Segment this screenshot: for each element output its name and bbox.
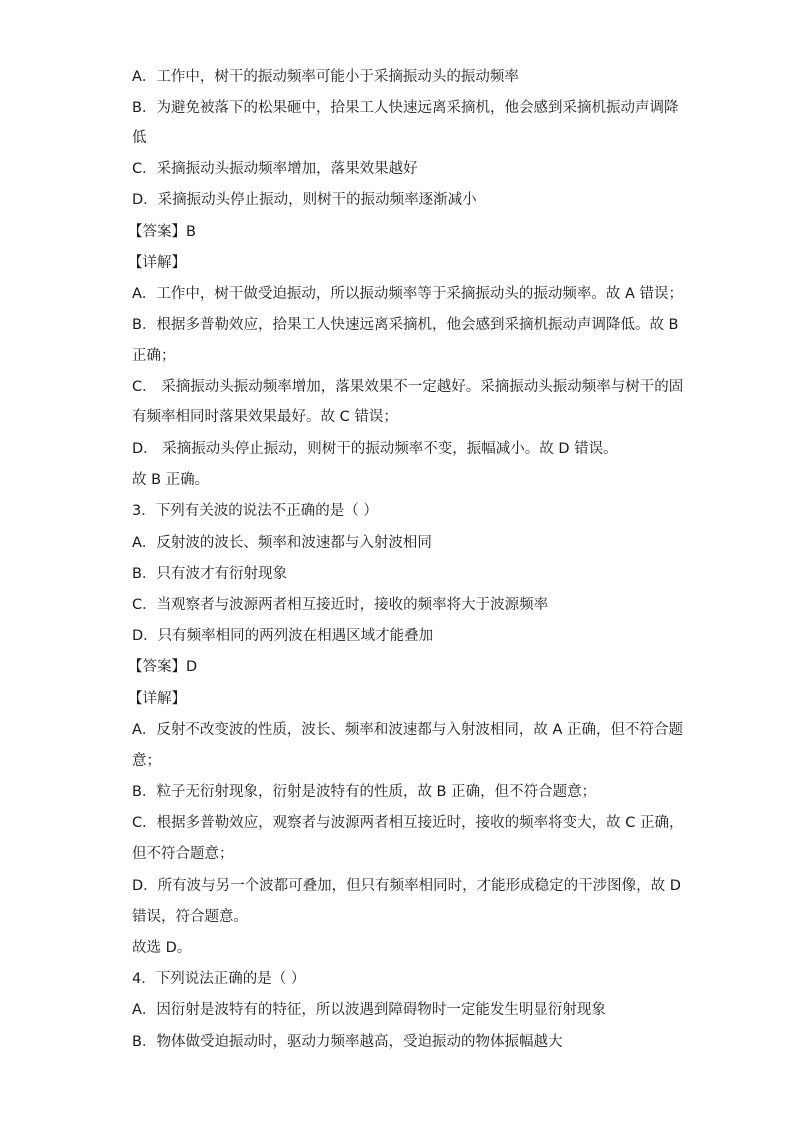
question-option-b: B．物体做受迫振动时，驱动力频率越高，受迫振动的物体振幅越大: [132, 1034, 563, 1050]
question-option-d: D．只有频率相同的两列波在相遇区域才能叠加: [132, 628, 434, 644]
explanation-line: C．根据多普勒效应，观察者与波源两者相互接近时，接收的频率将变大，故 C 正确，: [132, 815, 684, 831]
explanation-line: 意；: [132, 753, 161, 769]
explanation-conclusion: 故选 D。: [132, 940, 192, 956]
explanation-line: B．粒子无衍射现象，衍射是波特有的性质，故 B 正确，但不符合题意；: [132, 784, 597, 800]
question-option-c: C．当观察者与波源两者相互接近时，接收的频率将大于波源频率: [132, 597, 549, 613]
question-3-stem: 3．下列有关波的说法不正确的是（ ）: [132, 503, 378, 519]
question-option-b: B．只有波才有衍射现象: [132, 566, 287, 582]
explanation-line: 错误，符合题意。: [132, 909, 248, 925]
question-option-b: B．为避免被落下的松果砸中，拾果工人快速远离采摘机，他会感到采摘机振动声调降: [132, 100, 679, 116]
explanation-conclusion: 故 B 正确。: [132, 472, 210, 488]
question-option-c: C．采摘振动头振动频率增加，落果效果越好: [132, 161, 418, 177]
explanation-line: B．根据多普勒效应，拾果工人快速远离采摘机，他会感到采摘机振动声调降低。故 B: [132, 317, 679, 333]
explanation-line: 有频率相同时落果效果最好。故 C 错误；: [132, 409, 398, 425]
explanation-line: C． 采摘振动头振动频率增加，落果效果不一定越好。采摘振动头振动频率与树干的固: [132, 379, 684, 395]
explanation-line: 正确；: [132, 348, 176, 364]
explanation-label: 【详解】: [128, 255, 186, 271]
explanation-line: D．所有波与另一个波都可叠加，但只有频率相同时，才能形成稳定的干涉图像，故 D: [132, 878, 681, 894]
explanation-line: A．工作中，树干做受迫振动，所以振动频率等于采摘振动头的振动频率。故 A 错误；: [132, 286, 684, 302]
question-option-d: D．采摘振动头停止振动，则树干的振动频率逐渐减小: [132, 192, 477, 208]
explanation-line: A．反射不改变波的性质，波长、频率和波速都与入射波相同，故 A 正确，但不符合题: [132, 722, 684, 738]
question-option-a: A．反射波的波长、频率和波速都与入射波相同: [132, 535, 432, 551]
explanation-label: 【详解】: [128, 691, 186, 707]
explanation-line: 但不符合题意；: [132, 846, 234, 862]
answer-label: 【答案】D: [128, 659, 198, 675]
question-option-a: A．工作中，树干的振动频率可能小于采摘振动头的振动频率: [132, 69, 519, 85]
question-option-a: A．因衍射是波特有的特征，所以波遇到障碍物时一定能发生明显衍射现象: [132, 1002, 606, 1018]
explanation-line: D． 采摘振动头停止振动，则树干的振动频率不变，振幅减小。故 D 错误。: [132, 441, 618, 457]
question-option-b-cont: 低: [132, 130, 147, 146]
question-4-stem: 4．下列说法正确的是（ ）: [132, 971, 306, 987]
answer-label: 【答案】B: [128, 224, 196, 240]
